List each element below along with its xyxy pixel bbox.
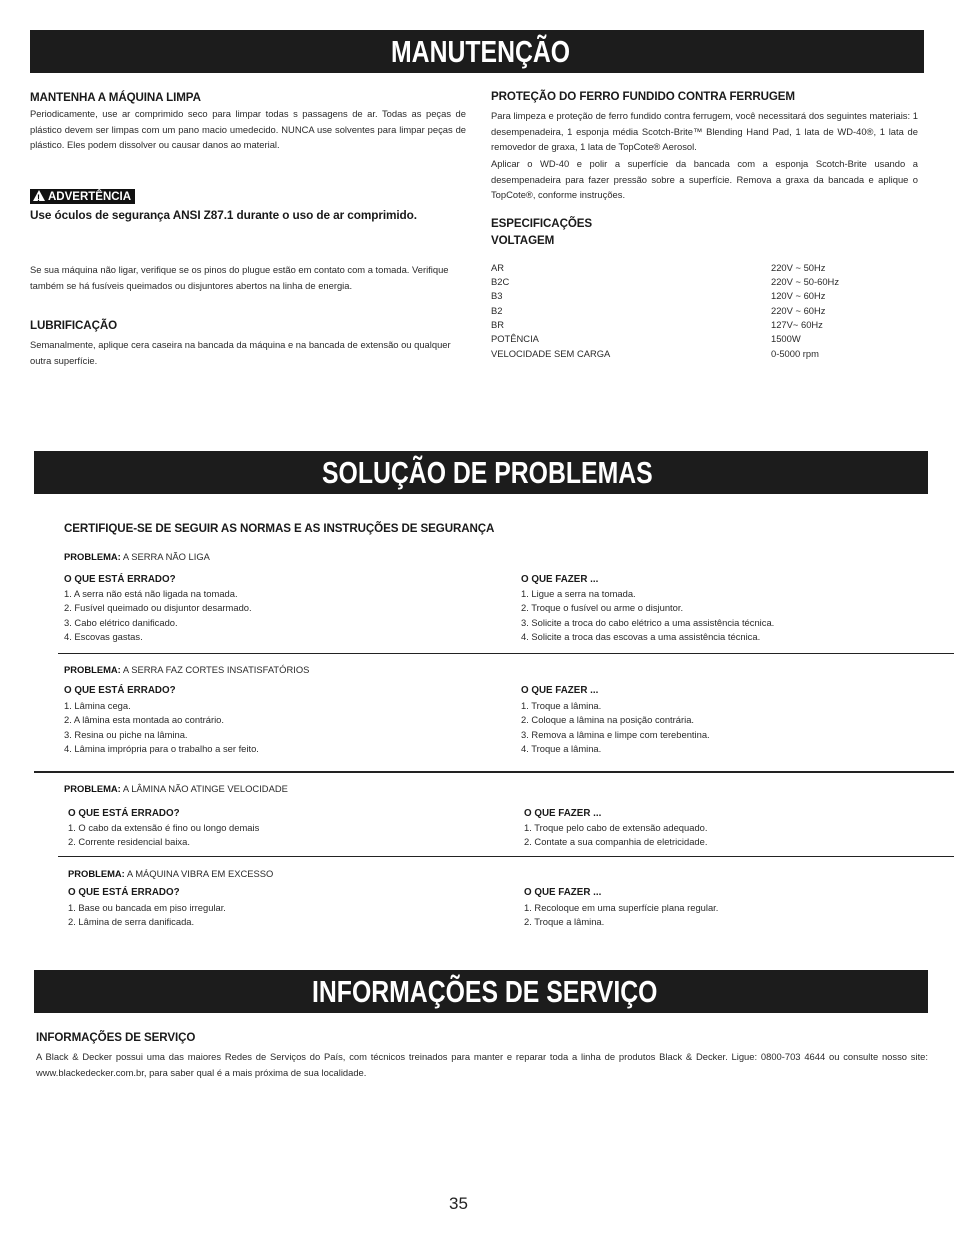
list-item: 3. Cabo elétrico danificado.: [64, 616, 178, 628]
nao-ligar-text: Se sua máquina não ligar, verifique se os pinos do plugue estão em contato com a tomada. Verifique também se há fusíveis queimados ou disjuntores abertos na linha de energia.: [30, 264, 449, 291]
problem-title: [64, 783, 288, 794]
errado-list: [68, 821, 259, 850]
fazer-list: [524, 821, 707, 850]
servico-heading: INFORMAÇÕES DE SERVIÇO: [36, 1031, 196, 1044]
problem-title: [64, 551, 210, 562]
fazer-label: O QUE FAZER ...: [521, 685, 599, 696]
solucao-banner: [34, 451, 928, 494]
list-item: 3. Solicite a troca do cabo elétrico a uma assistência técnica.: [521, 616, 775, 628]
list-item: 2. Troque a lâmina.: [524, 916, 605, 928]
list-item: 4. Lâmina imprópria para o trabalho a ser feito.: [64, 742, 259, 754]
list-item: 1. Recoloque em uma superfície plana regular.: [524, 902, 719, 913]
page-number: 35: [449, 1194, 468, 1213]
list-item: 2. Corrente residencial baixa.: [68, 836, 190, 848]
list-item: 1. Base ou bancada em piso irregular.: [68, 902, 226, 913]
problem-text: A SERRA NÃO LIGA: [122, 551, 210, 562]
spec-label: B3: [491, 290, 503, 301]
fazer-list: [524, 901, 718, 930]
spec-value: 120V ~ 60Hz: [771, 290, 826, 301]
list-item: 1. O cabo da extensão é fino ou longo demais: [68, 822, 260, 833]
list-item: 2. Fusível queimado ou disjuntor desarmado.: [64, 602, 252, 614]
servico-text: A Black & Decker possui uma das maiores Redes de Serviços do País, com técnicos treinados para manter e reparar toda a linha de produtos Black & Decker. Ligue: 0800-703 4644 ou consulte nosso site: www.blackedecker.com.br, para saber qual é a mais próxima de sua localidade.: [36, 1051, 928, 1078]
lubrificacao-heading: LUBRIFICAÇÃO: [30, 319, 118, 332]
fazer-list: [521, 587, 774, 644]
list-item: 2. A lâmina esta montada ao contrário.: [64, 714, 224, 726]
solucao-title: SOLUÇÃO DE PROBLEMAS: [322, 455, 653, 490]
warning-triangle-icon: [33, 190, 45, 201]
spec-label: POTÊNCIA: [491, 333, 539, 344]
problem-text: A MÁQUINA VIBRA EM EXCESSO: [126, 868, 274, 879]
problem-label: PROBLEMA:: [64, 664, 121, 675]
list-item: 3. Resina ou piche na lâmina.: [64, 728, 188, 740]
spec-label: B2C: [491, 276, 510, 287]
ferrugem-text-1: Para limpeza e proteção de ferro fundido contra ferrugem, você necessitará dos seguintes materiais: 1 desempenadeira, 1 esponja média Scotch-Brite™ Blending Hand Pad, 1 lata de WD-40®, 1 lata de removedor de graxa, 1 lata de TopCote® Aerosol.: [491, 110, 918, 152]
list-item: 2. Lâmina de serra danificada.: [68, 916, 195, 928]
warning-badge: [30, 189, 135, 204]
solucao-intro: CERTIFIQUE-SE DE SEGUIR AS NORMAS E AS INSTRUÇÕES DE SEGURANÇA: [64, 522, 495, 535]
divider: [34, 771, 954, 773]
fazer-label: O QUE FAZER ...: [524, 808, 602, 819]
specs-heading: ESPECIFICAÇÕES: [491, 217, 593, 230]
problem-title: [64, 664, 309, 675]
errado-label: O QUE ESTÁ ERRADO?: [64, 685, 176, 696]
problem-text: A SERRA FAZ CORTES INSATISFATÓRIOS: [122, 664, 310, 675]
list-item: 4. Troque a lâmina.: [521, 742, 602, 754]
problem-label: PROBLEMA:: [64, 551, 121, 562]
spec-value: 1500W: [771, 333, 801, 344]
list-item: 2. Contate a sua companhia de eletricidade.: [524, 836, 708, 848]
servico-title: INFORMAÇÕES DE SERVIÇO: [312, 974, 658, 1009]
list-item: 2. Troque o fusível ou arme o disjuntor.: [521, 602, 684, 614]
list-item: 1. A serra não está não ligada na tomada.: [64, 588, 238, 599]
list-item: 4. Escovas gastas.: [64, 630, 143, 642]
list-item: 1. Ligue a serra na tomada.: [521, 588, 636, 599]
limpa-heading: MANTENHA A MÁQUINA LIMPA: [30, 91, 201, 104]
spec-value: 220V ~ 50-60Hz: [771, 276, 840, 287]
spec-value: 0-5000 rpm: [771, 348, 819, 359]
divider: [58, 653, 954, 654]
limpa-text: Periodicamente, use ar comprimido seco para limpar todas s passagens de ar. Todas as peças de plástico devem ser limpas com um pano macio umedecido. NUNCA use solventes para limpar peças de plástico. Eles podem dissolver ou causar danos ao material.: [30, 108, 466, 150]
errado-list: [64, 587, 252, 644]
spec-label: VELOCIDADE SEM CARGA: [491, 348, 611, 359]
spec-label: BR: [491, 319, 505, 330]
manutencao-banner: [30, 30, 924, 73]
list-item: 2. Coloque a lâmina na posição contrária.: [521, 714, 695, 726]
servico-banner: [34, 970, 928, 1013]
list-item: 3. Remova a lâmina e limpe com terebentina.: [521, 728, 710, 740]
errado-list: [68, 901, 226, 930]
problem-title: [68, 868, 273, 879]
lubrificacao-text: Semanalmente, aplique cera caseira na bancada da máquina e na bancada de extensão ou qualquer outra superfície.: [30, 339, 451, 366]
spec-value: 220V ~ 50Hz: [771, 262, 826, 273]
spec-value: 127V~ 60Hz: [771, 319, 823, 330]
warning-label: ADVERTÊNCIA: [48, 191, 132, 203]
errado-label: O QUE ESTÁ ERRADO?: [64, 574, 176, 585]
list-item: 4. Solicite a troca das escovas a uma assistência técnica.: [521, 630, 761, 642]
divider: [58, 856, 954, 857]
spec-label: AR: [491, 262, 505, 273]
fazer-label: O QUE FAZER ...: [524, 887, 602, 898]
list-item: 1. Troque a lâmina.: [521, 700, 602, 711]
list-item: 1. Troque pelo cabo de extensão adequado.: [524, 822, 708, 833]
errado-list: [64, 699, 259, 756]
errado-label: O QUE ESTÁ ERRADO?: [68, 887, 180, 898]
fazer-list: [521, 699, 710, 756]
spec-value: 220V ~ 60Hz: [771, 305, 826, 316]
list-item: 1. Lâmina cega.: [64, 700, 131, 711]
problem-text: A LÂMINA NÃO ATINGE VELOCIDADE: [122, 783, 288, 794]
voltagem-heading: VOLTAGEM: [491, 234, 555, 247]
problem-label: PROBLEMA:: [64, 783, 121, 794]
warning-text: Use óculos de segurança ANSI Z87.1 durante o uso de ar comprimido.: [30, 208, 417, 222]
ferrugem-text-2: Aplicar o WD-40 e polir a superfície da bancada com a esponja Scotch-Brite usando a desempenadeira para fazer pressão sobre a superfície. Remova a graxa da bancada e aplique o TopCote®, conforme instruções.: [491, 158, 918, 200]
errado-label: O QUE ESTÁ ERRADO?: [68, 808, 180, 819]
problem-label: PROBLEMA:: [68, 868, 125, 879]
manutencao-title: MANUTENÇÃO: [391, 34, 571, 69]
ferrugem-heading: PROTEÇÃO DO FERRO FUNDIDO CONTRA FERRUGEM: [491, 90, 795, 103]
fazer-label: O QUE FAZER ...: [521, 574, 599, 585]
spec-label: B2: [491, 305, 503, 316]
